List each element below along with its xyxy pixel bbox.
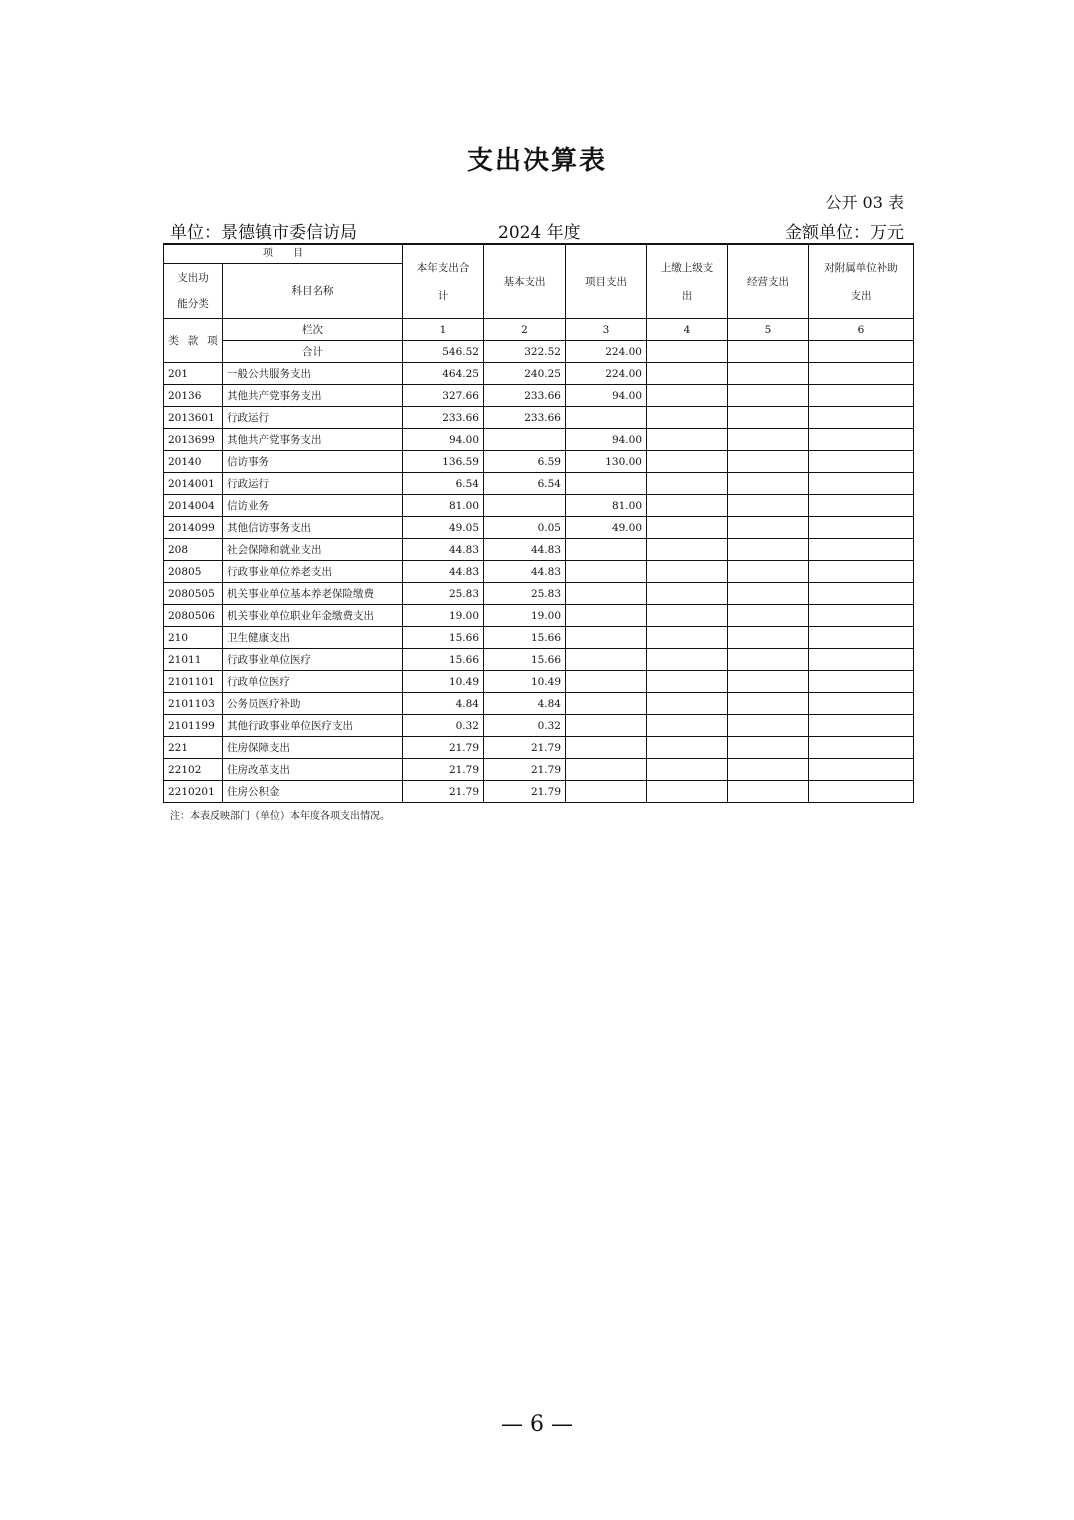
subject-name-cell: 一般公共服务支出: [223, 363, 403, 385]
table-row: [164, 605, 914, 627]
upper-cell: [647, 715, 728, 737]
table-row: [164, 583, 914, 605]
total-cell: 327.66: [403, 385, 484, 407]
business-cell: [728, 495, 809, 517]
header-lei: 类: [168, 335, 179, 347]
project-cell: [566, 407, 647, 429]
col-num-6: 6: [809, 319, 914, 341]
business-cell: [728, 517, 809, 539]
header-subsidy-line2: 支出: [850, 289, 872, 302]
project-cell: 49.00: [566, 517, 647, 539]
total-cell: 0.32: [403, 715, 484, 737]
basic-cell: 19.00: [484, 605, 566, 627]
subsidy-cell: [809, 671, 914, 693]
header-kuan: 款: [187, 335, 199, 347]
project-cell: [566, 671, 647, 693]
code-cell: 20140: [164, 451, 223, 473]
business-cell: [728, 451, 809, 473]
money-unit: 金额单位：万元: [785, 223, 904, 243]
business-cell: [728, 715, 809, 737]
basic-cell: 15.66: [484, 649, 566, 671]
header-upper-line1: 上缴上级支: [660, 261, 714, 274]
subsidy-cell: [809, 737, 914, 759]
fiscal-year: 2024 年度: [498, 223, 581, 243]
basic-cell: 4.84: [484, 693, 566, 715]
expenditure-table: [163, 243, 914, 803]
subject-name-cell: 机关事业单位基本养老保险缴费: [223, 583, 403, 605]
upper-cell: [647, 561, 728, 583]
subject-name-cell: 公务员医疗补助: [223, 693, 403, 715]
project-cell: 130.00: [566, 451, 647, 473]
header-column-order: 栏次: [223, 319, 403, 341]
header-subsidy: [809, 244, 914, 319]
upper-cell: [647, 539, 728, 561]
subject-name-cell: 行政事业单位养老支出: [223, 561, 403, 583]
header-business: 经营支出: [728, 244, 809, 319]
total-cell: 21.79: [403, 781, 484, 803]
basic-cell: 233.66: [484, 385, 566, 407]
upper-cell: [647, 583, 728, 605]
table-row: [164, 407, 914, 429]
table-row: [164, 649, 914, 671]
basic-cell: 21.79: [484, 759, 566, 781]
upper-cell: [647, 473, 728, 495]
total-cell: 233.66: [403, 407, 484, 429]
subject-name-cell: 社会保障和就业支出: [223, 539, 403, 561]
table-row: [164, 671, 914, 693]
table-row: [164, 451, 914, 473]
basic-cell: 44.83: [484, 561, 566, 583]
header-upper: [647, 244, 728, 319]
subsidy-cell: [809, 693, 914, 715]
basic-cell: 10.49: [484, 671, 566, 693]
basic-cell: 21.79: [484, 781, 566, 803]
sum-label: 合计: [223, 341, 403, 363]
header-total: [403, 244, 484, 319]
basic-cell: 0.32: [484, 715, 566, 737]
total-cell: 94.00: [403, 429, 484, 451]
basic-cell: [484, 495, 566, 517]
basic-cell: 6.54: [484, 473, 566, 495]
upper-cell: [647, 759, 728, 781]
sum-project: 224.00: [566, 341, 647, 363]
business-cell: [728, 671, 809, 693]
subsidy-cell: [809, 451, 914, 473]
code-cell: 2014099: [164, 517, 223, 539]
total-cell: 21.79: [403, 737, 484, 759]
reporting-unit: 单位：景德镇市委信访局: [170, 223, 357, 243]
upper-cell: [647, 407, 728, 429]
col-num-2: 2: [484, 319, 566, 341]
code-cell: 2101199: [164, 715, 223, 737]
table-row: [164, 495, 914, 517]
business-cell: [728, 781, 809, 803]
total-cell: 10.49: [403, 671, 484, 693]
header-xiang: 项: [207, 335, 218, 347]
subsidy-cell: [809, 429, 914, 451]
sum-subsidy: [809, 341, 914, 363]
total-cell: 49.05: [403, 517, 484, 539]
total-cell: 21.79: [403, 759, 484, 781]
total-cell: 4.84: [403, 693, 484, 715]
table-row: [164, 517, 914, 539]
project-cell: [566, 715, 647, 737]
code-cell: 2014004: [164, 495, 223, 517]
business-cell: [728, 429, 809, 451]
table-row: [164, 429, 914, 451]
header-total-line1: 本年支出合: [416, 261, 470, 274]
header-func-class-line1: 支出功: [177, 272, 209, 284]
upper-cell: [647, 429, 728, 451]
total-cell: 81.00: [403, 495, 484, 517]
total-cell: 44.83: [403, 561, 484, 583]
code-cell: 2013699: [164, 429, 223, 451]
form-number: 公开 03 表: [825, 193, 904, 212]
subject-name-cell: 信访业务: [223, 495, 403, 517]
total-cell: 464.25: [403, 363, 484, 385]
subsidy-cell: [809, 759, 914, 781]
basic-cell: [484, 429, 566, 451]
business-cell: [728, 605, 809, 627]
upper-cell: [647, 363, 728, 385]
sum-upper: [647, 341, 728, 363]
upper-cell: [647, 737, 728, 759]
project-cell: [566, 737, 647, 759]
subject-name-cell: 其他信访事务支出: [223, 517, 403, 539]
table-row: [164, 715, 914, 737]
table-row: [164, 781, 914, 803]
subject-name-cell: 其他共产党事务支出: [223, 385, 403, 407]
table-note: 注：本表反映部门（单位）本年度各项支出情况。: [170, 811, 390, 822]
subject-name-cell: 卫生健康支出: [223, 627, 403, 649]
table-row: [164, 737, 914, 759]
subsidy-cell: [809, 715, 914, 737]
project-cell: 224.00: [566, 363, 647, 385]
upper-cell: [647, 649, 728, 671]
subsidy-cell: [809, 583, 914, 605]
business-cell: [728, 473, 809, 495]
upper-cell: [647, 605, 728, 627]
project-cell: [566, 781, 647, 803]
basic-cell: 240.25: [484, 363, 566, 385]
subject-name-cell: 机关事业单位职业年金缴费支出: [223, 605, 403, 627]
subsidy-cell: [809, 649, 914, 671]
project-cell: [566, 583, 647, 605]
code-cell: 22102: [164, 759, 223, 781]
code-cell: 21011: [164, 649, 223, 671]
page-number: — 6 —: [501, 1412, 573, 1437]
project-cell: [566, 627, 647, 649]
col-num-1: 1: [403, 319, 484, 341]
table-row: [164, 561, 914, 583]
header-item-cell: [164, 244, 403, 319]
business-cell: [728, 539, 809, 561]
header-project: 项目支出: [566, 244, 647, 319]
subsidy-cell: [809, 605, 914, 627]
business-cell: [728, 583, 809, 605]
project-cell: [566, 561, 647, 583]
upper-cell: [647, 385, 728, 407]
project-cell: 94.00: [566, 429, 647, 451]
subsidy-cell: [809, 473, 914, 495]
code-cell: 221: [164, 737, 223, 759]
total-cell: 19.00: [403, 605, 484, 627]
sum-basic: 322.52: [484, 341, 566, 363]
business-cell: [728, 649, 809, 671]
basic-cell: 0.05: [484, 517, 566, 539]
subject-name-cell: 住房公积金: [223, 781, 403, 803]
upper-cell: [647, 517, 728, 539]
business-cell: [728, 561, 809, 583]
project-cell: 94.00: [566, 385, 647, 407]
upper-cell: [647, 627, 728, 649]
basic-cell: 25.83: [484, 583, 566, 605]
header-upper-line2: 出: [681, 289, 693, 302]
sum-business: [728, 341, 809, 363]
subject-name-cell: 其他共产党事务支出: [223, 429, 403, 451]
project-cell: [566, 693, 647, 715]
col-num-4: 4: [647, 319, 728, 341]
subject-name-cell: 行政运行: [223, 407, 403, 429]
header-total-line2: 计: [437, 289, 449, 302]
header-basic: 基本支出: [484, 244, 566, 319]
header-lei-kuan-xiang: [164, 319, 223, 363]
business-cell: [728, 407, 809, 429]
basic-cell: 6.59: [484, 451, 566, 473]
table-row: [164, 385, 914, 407]
project-cell: [566, 473, 647, 495]
page-title: 支出决算表: [466, 146, 607, 176]
table-row: [164, 473, 914, 495]
header-func-class: [164, 264, 223, 318]
code-cell: 2210201: [164, 781, 223, 803]
header-func-class-line2: 能分类: [177, 298, 209, 310]
code-cell: 2101103: [164, 693, 223, 715]
basic-cell: 21.79: [484, 737, 566, 759]
total-cell: 25.83: [403, 583, 484, 605]
upper-cell: [647, 451, 728, 473]
subsidy-cell: [809, 517, 914, 539]
subsidy-cell: [809, 627, 914, 649]
subsidy-cell: [809, 407, 914, 429]
code-cell: 20805: [164, 561, 223, 583]
code-cell: 2080505: [164, 583, 223, 605]
subsidy-cell: [809, 539, 914, 561]
sum-total: 546.52: [403, 341, 484, 363]
code-cell: 2014001: [164, 473, 223, 495]
business-cell: [728, 363, 809, 385]
total-cell: 6.54: [403, 473, 484, 495]
project-cell: [566, 759, 647, 781]
business-cell: [728, 737, 809, 759]
project-cell: [566, 539, 647, 561]
upper-cell: [647, 693, 728, 715]
subsidy-cell: [809, 363, 914, 385]
upper-cell: [647, 671, 728, 693]
subject-name-cell: 其他行政事业单位医疗支出: [223, 715, 403, 737]
code-cell: 210: [164, 627, 223, 649]
basic-cell: 15.66: [484, 627, 566, 649]
subject-name-cell: 信访事务: [223, 451, 403, 473]
business-cell: [728, 627, 809, 649]
table-row: [164, 363, 914, 385]
total-cell: 15.66: [403, 627, 484, 649]
subject-name-cell: 行政单位医疗: [223, 671, 403, 693]
total-cell: 136.59: [403, 451, 484, 473]
upper-cell: [647, 495, 728, 517]
subsidy-cell: [809, 781, 914, 803]
project-cell: [566, 649, 647, 671]
subsidy-cell: [809, 561, 914, 583]
upper-cell: [647, 781, 728, 803]
code-cell: 2101101: [164, 671, 223, 693]
project-cell: [566, 605, 647, 627]
code-cell: 20136: [164, 385, 223, 407]
subject-name-cell: 行政运行: [223, 473, 403, 495]
header-subject-name: 科目名称: [291, 285, 334, 297]
table-row: [164, 693, 914, 715]
table-row: [164, 627, 914, 649]
code-cell: 201: [164, 363, 223, 385]
total-cell: 44.83: [403, 539, 484, 561]
col-num-5: 5: [728, 319, 809, 341]
basic-cell: 44.83: [484, 539, 566, 561]
code-cell: 2080506: [164, 605, 223, 627]
basic-cell: 233.66: [484, 407, 566, 429]
header-item: 项 目: [164, 245, 402, 264]
business-cell: [728, 385, 809, 407]
table-row: [164, 759, 914, 781]
total-cell: 15.66: [403, 649, 484, 671]
table-row: [164, 539, 914, 561]
subject-name-cell: 住房保障支出: [223, 737, 403, 759]
business-cell: [728, 693, 809, 715]
business-cell: [728, 759, 809, 781]
col-num-3: 3: [566, 319, 647, 341]
code-cell: 2013601: [164, 407, 223, 429]
subject-name-cell: 行政事业单位医疗: [223, 649, 403, 671]
subject-name-cell: 住房改革支出: [223, 759, 403, 781]
code-cell: 208: [164, 539, 223, 561]
subsidy-cell: [809, 385, 914, 407]
project-cell: 81.00: [566, 495, 647, 517]
subsidy-cell: [809, 495, 914, 517]
header-subsidy-line1: 对附属单位补助: [824, 261, 898, 274]
